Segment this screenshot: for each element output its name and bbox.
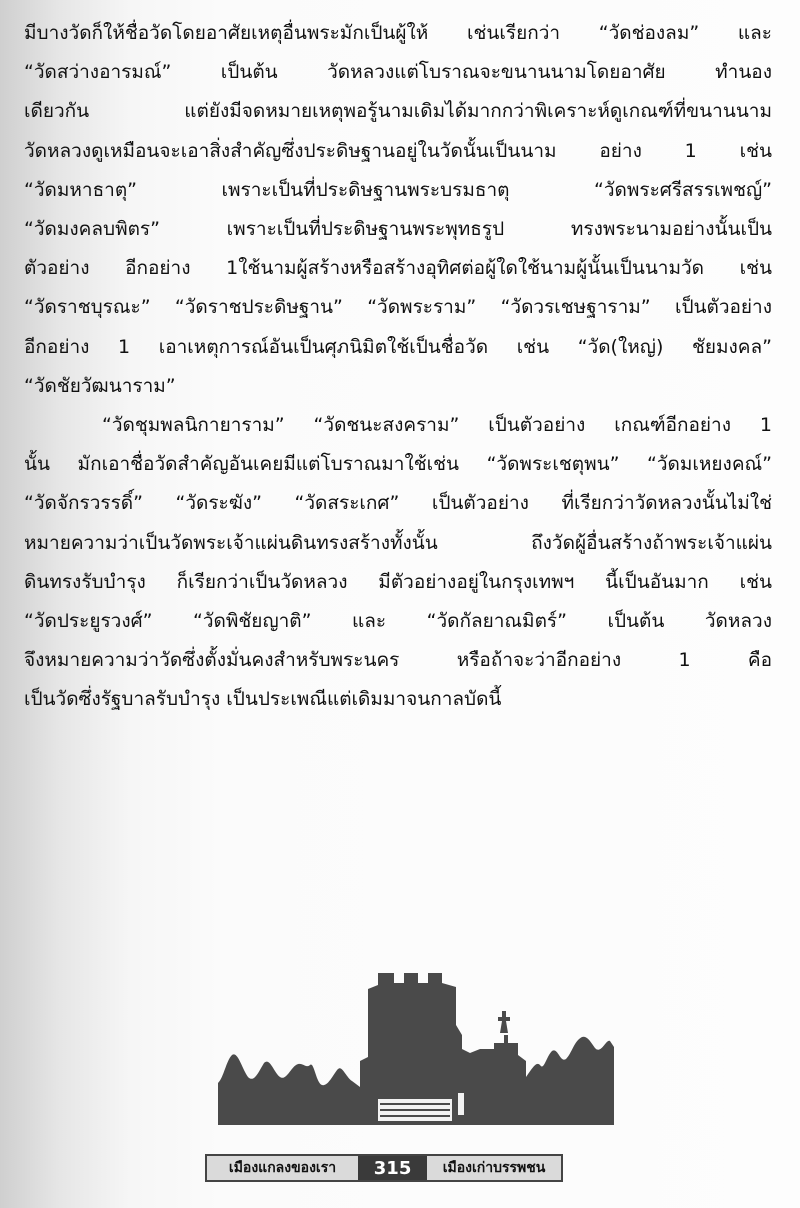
- text-line: “วัดจักรวรรดิ์” “วัดระฆัง” “วัดสระเกศ” เป็นตัวอย่าง ที่เรียกว่าวัดหลวงนั้นไม่ใช่: [24, 492, 772, 515]
- footer-chapter-title: เมืองเก่าบรรพชน: [427, 1154, 563, 1182]
- text-line: “วัดมงคลบพิตร” เพราะเป็นที่ประดิษฐานพระพุทธรูป ทรงพระนามอย่างนั้นเป็น: [24, 218, 772, 241]
- text-line: “วัดประยูรวงศ์” “วัดพิชัยญาติ” และ “วัดกัลยาณมิตร์” เป็นต้น วัดหลวง: [24, 610, 772, 633]
- page-number: 315: [358, 1154, 427, 1182]
- text-line: “วัดมหาธาตุ” เพราะเป็นที่ประดิษฐานพระบรมธาตุ “วัดพระศรีสรรเพชญ์”: [24, 178, 772, 201]
- text-line: มีบางวัดก็ให้ชื่อวัดโดยอาศัยเหตุอื่นพระมักเป็นผู้ให้ เช่นเรียกว่า “วัดช่องลม” และ: [24, 22, 772, 44]
- footer-book-title: เมืองแกลงของเรา: [205, 1154, 358, 1182]
- text-line: ตัวอย่าง อีกอย่าง 1ใช้นามผู้สร้างหรือสร้างอุทิศต่อผู้ใดใช้นามผู้นั้นเป็นนามวัด เช่น: [24, 257, 772, 280]
- body-text: [24, 14, 772, 720]
- text-line: เป็นวัดซึ่งรัฐบาลรับบำรุง เป็นประเพณีแต่เดิมมาจนกาลบัดนี้: [24, 688, 502, 711]
- text-line: จึงหมายความว่าวัดซึ่งตั้งมั่นคงสำหรับพระนคร หรือถ้าจะว่าอีกอย่าง 1 คือ: [24, 649, 772, 672]
- text-line: เดียวกัน แต่ยังมีจดหมายเหตุพอรู้นามเดิมได้มากกว่าพิเคราะห์ดูเกณฑ์ที่ขนานนาม: [24, 100, 772, 123]
- castle-church-silhouette-icon: [218, 965, 614, 1131]
- text-line: “วัดชุมพลนิกายาราม” “วัดชนะสงคราม” เป็นตัวอย่าง เกณฑ์อีกอย่าง 1: [102, 414, 772, 437]
- text-line: “วัดชัยวัฒนาราม”: [24, 374, 176, 397]
- text-line: “วัดราชบุรณะ” “วัดราชประดิษฐาน” “วัดพระราม” “วัดวรเชษฐาราม” เป็นตัวอย่าง: [24, 296, 772, 319]
- text-line: นั้น มักเอาชื่อวัดสำคัญอันเคยมีแต่โบราณมาใช้เช่น “วัดพระเชตุพน” “วัดมเหยงคณ์”: [24, 453, 772, 476]
- page-footer: [205, 1154, 563, 1182]
- text-line: อีกอย่าง 1 เอาเหตุการณ์อันเป็นศุภนิมิตใช้เป็นชื่อวัด เช่น “วัด(ใหญ่) ชัยมงคล”: [24, 335, 772, 358]
- text-line: ดินทรงรับบำรุง ก็เรียกว่าเป็นวัดหลวง มีตัวอย่างอยู่ในกรุงเทพฯ นี้เป็นอันมาก เช่น: [24, 570, 772, 593]
- text-line: วัดหลวงดูเหมือนจะเอาสิ่งสำคัญซึ่งประดิษฐานอยู่ในวัดนั้นเป็นนาม อย่าง 1 เช่น: [24, 139, 772, 162]
- paragraph-2: [24, 406, 772, 720]
- paragraph-1: [24, 14, 772, 406]
- text-line: หมายความว่าเป็นวัดพระเจ้าแผ่นดินทรงสร้างทั้งนั้น ถึงวัดผู้อื่นสร้างถ้าพระเจ้าแผ่น: [24, 531, 772, 554]
- text-line: “วัดสว่างอารมณ์” เป็นต้น วัดหลวงแต่โบราณจะขนานนามโดยอาศัย ทำนอง: [24, 61, 772, 84]
